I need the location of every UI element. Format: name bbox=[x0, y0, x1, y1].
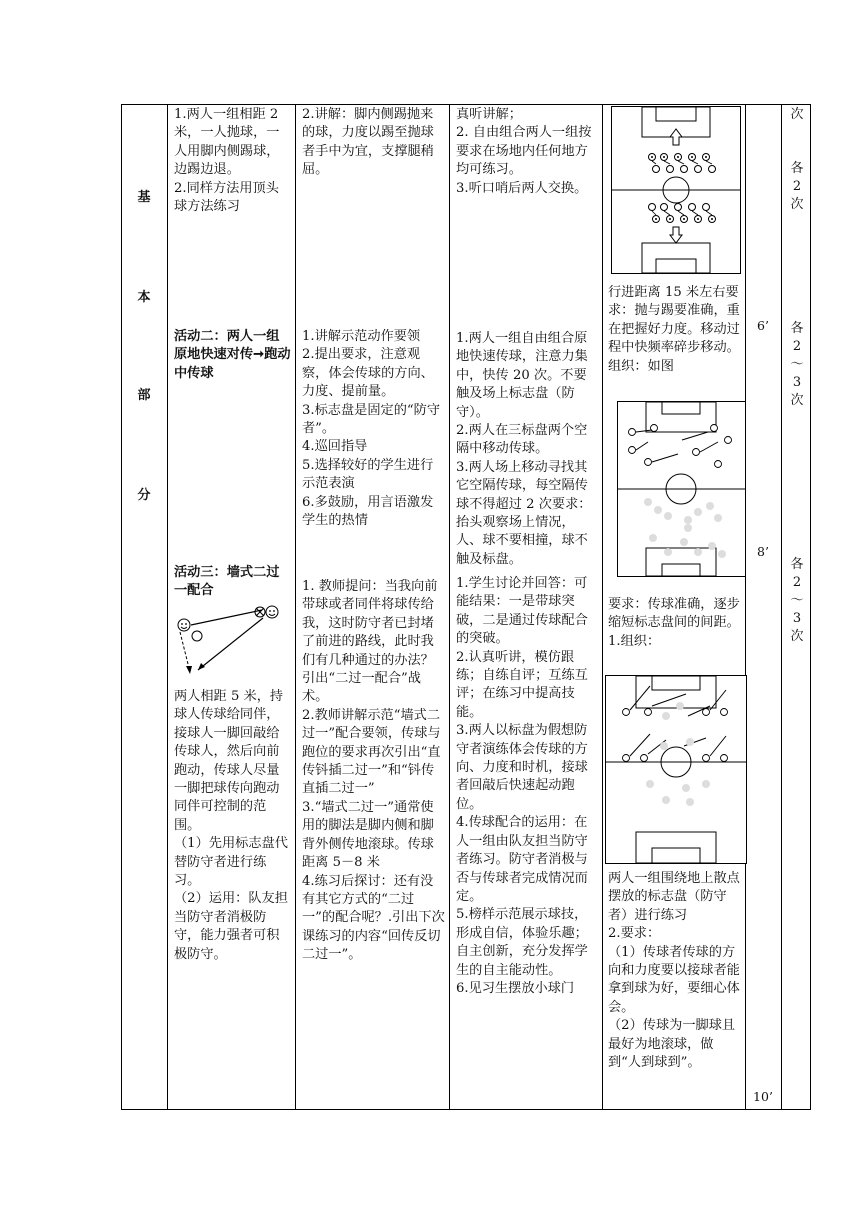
section-char: 本 bbox=[137, 290, 151, 305]
org-text-2: 要求：传球准确，逐步缩短标志盘间的间距。 1.组织： bbox=[608, 597, 740, 649]
teacher-text-1: 2.讲解：脚内侧踢抛来的球，力度以踢至抛球者手中为宜，支撑腿稍屈。 bbox=[302, 107, 434, 178]
table-top-border bbox=[121, 104, 811, 105]
field-diagram-2 bbox=[617, 401, 746, 577]
table-left-border bbox=[121, 104, 122, 1110]
up-arrow-icon bbox=[670, 129, 682, 145]
ball-icon bbox=[192, 631, 202, 641]
return-pass-arrow-icon bbox=[198, 618, 263, 670]
field-diagram-1 bbox=[611, 106, 741, 274]
time-value: 10’ bbox=[753, 1089, 773, 1104]
activity-three-title: 活动三：墙式二过一配合 bbox=[174, 565, 280, 599]
player-a-icon bbox=[178, 619, 190, 631]
player-b-icon bbox=[266, 606, 278, 618]
column-divider bbox=[449, 104, 450, 1110]
activity-one-text: 1.两人一组相距 2 米，一人抛球，一人用脚内侧踢球，边踢边退。 2.同样方法用顶头球方法练习 bbox=[174, 107, 280, 215]
count-value: 次 bbox=[790, 107, 804, 122]
column-divider bbox=[602, 104, 603, 1110]
column-divider bbox=[295, 104, 296, 1110]
student-text-1: 真听讲解； 2. 自由组合两人一组按要求在场地内任何地方均可练习。 3.听口哨后两人交换。 bbox=[456, 107, 592, 196]
pass-arrow-icon bbox=[191, 610, 262, 625]
count-value: 各 2 ～ 3 次 bbox=[790, 321, 804, 408]
org-text-3: 两人一组围绕地上散点摆放的标志盘（防守者）进行练习 2.要求： （1）传球者传球的方向和力度要以接球者能拿到球为好，要细心体会。 （2）传球为一脚球且最好为地滚球，做到“人到球到”。 bbox=[608, 871, 740, 1071]
section-char: 分 bbox=[137, 488, 151, 503]
time-value: 6’ bbox=[757, 318, 769, 333]
section-char: 基 bbox=[137, 190, 151, 205]
teacher-text-3: 1. 教师提问：当我向前带球或者同伴将球传给我，这时防守者已封堵了前进的路线，此时我们有几种通过的办法？引出“二过一配合”战术。 2.教师讲解示范“墙式二过一”配合要领，传球与跑位的要求再次引出“直传钭插二过一”和“钭传直插二过一” 3.“墙式二过一”通常使用的脚法是脚内侧和脚背外侧传地滚球。传球距离 5－8 米 4.练习后探讨：还有没有其它方式的“二过一”的配合呢？.引出下次课练习的内容“回传反切二过一”。 bbox=[302, 579, 445, 963]
count-value: 各 2 ～ 3 次 bbox=[790, 557, 804, 644]
org-text-1: 行进距离 15 米左右要求：抛与踢要准确，重在把握好力度。移动过程中快频率碎步移动。 组织：如图 bbox=[608, 285, 740, 374]
section-char: 部 bbox=[137, 388, 151, 403]
student-text-3: 1.学生讨论并回答：可能结果：一是带球突破，二是通过传球配合的突破。 2.认真听讲，模仿跟练；自练自评；互练互评；在练习中提高技能。 3.两人以标盘为假想防守者演练体会传球的方向、力度和时机，接球者回敲后快速起动跑位。 4.传球配合的运用：在人一组由队友担当防守者练习。防守者消极与否与传球者完成情况而定。 5.榜样示范展示球技，形成自信，体验乐趣；自主创新，充分发挥学生的自主能动性。 6.见习生摆放小球门 bbox=[456, 576, 588, 996]
count-value: 各 2 次 bbox=[790, 161, 804, 212]
field-diagram-3 bbox=[605, 675, 747, 864]
column-divider bbox=[745, 104, 746, 1110]
student-text-2: 1.两人一组自由组合原地快速传球，注意力集中，快传 20 次。不要触及场上标志盘（防守）。 2.两人在三标盘两个空隔中移动传球。 3.两人场上移动寻找其它空隔传球，每空隔传球不得超过 2 次要求：抬头观察场上情况，人、球不要相撞，球不触及标盘。 bbox=[456, 331, 592, 567]
down-arrow-icon bbox=[670, 227, 682, 243]
activity-two-title: 活动二：两人一组原地快速对传➞跑动中传球 bbox=[174, 329, 291, 381]
teacher-text-2: 1.讲解示范动作要领 2.提出要求，注意观察，体会传球的方向、力度、提前量。 3.标志盘是固定的“防守者”。 4.巡回指导 5.选择较好的学生进行示范表演 6.多鼓励，用言语激发学生的热情 bbox=[302, 329, 441, 529]
time-value: 8’ bbox=[757, 544, 769, 559]
wall-pass-diagram bbox=[170, 600, 290, 680]
table-bottom-border bbox=[121, 1109, 811, 1110]
activity-three-text: 两人相距 5 米，持球人传球给同伴，接球人一脚回敲给传球人，然后向前跑动，传球人尽量一脚把球传向跑动同伴可控制的范围。 （1）先用标志盘代替防守者进行练习。 （2）运用：队友担当防守者消极防守，能力强者可积极防守。 bbox=[174, 689, 288, 962]
column-divider bbox=[167, 104, 168, 1110]
